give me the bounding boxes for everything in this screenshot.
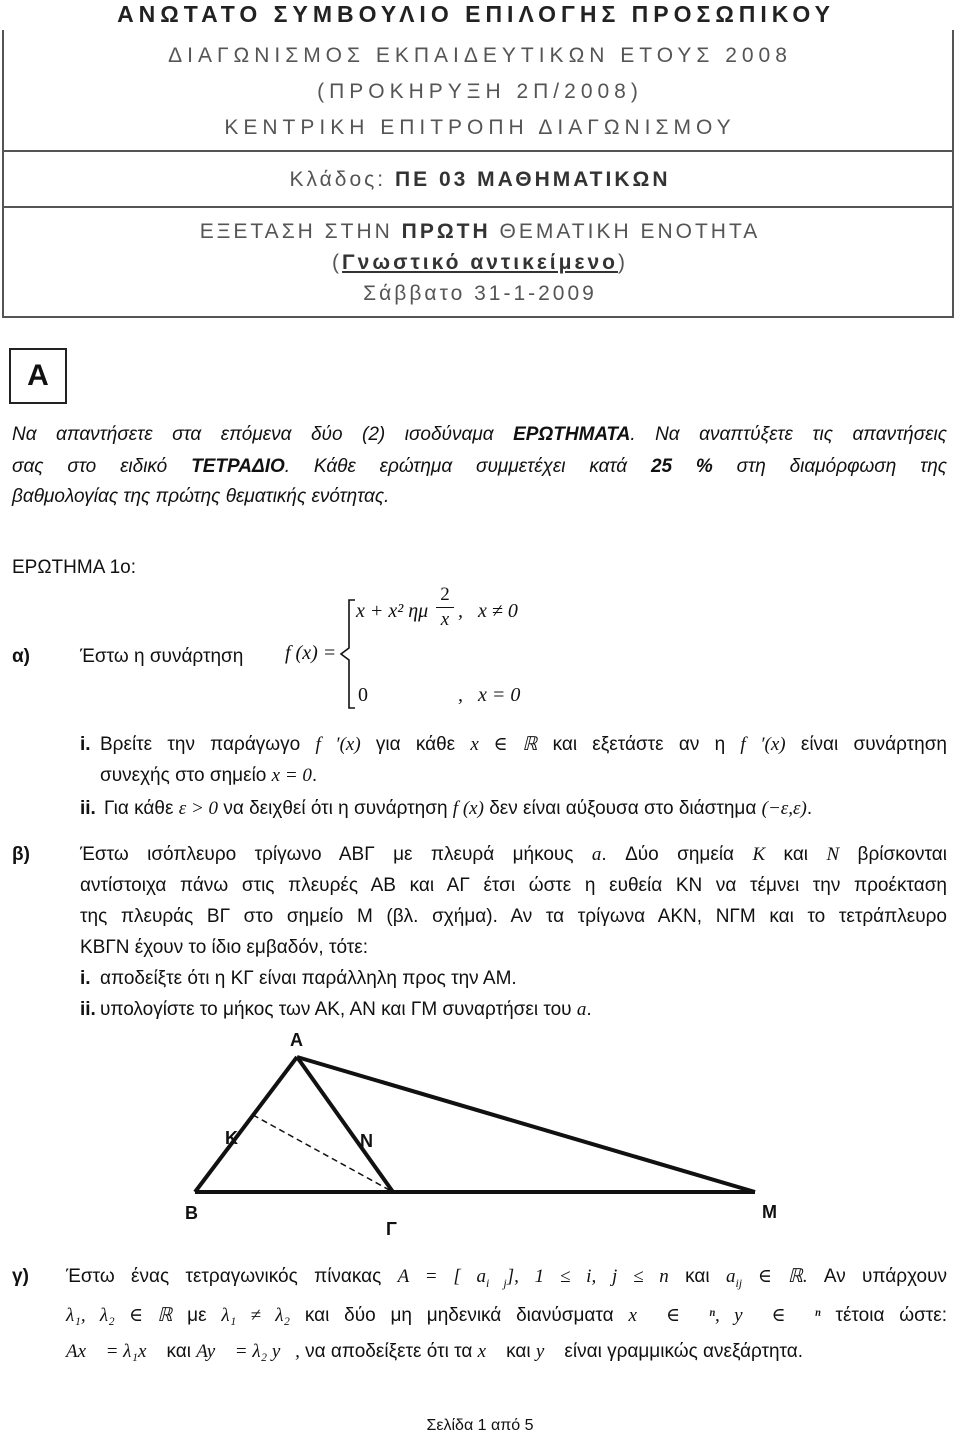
header-box xyxy=(2,30,954,318)
a-ii-line: Για κάθε ε > 0 να δειχθεί ότι η συνάρτηση f (x) δεν είναι αύξουσα στο διάστημα (−ε,ε). xyxy=(104,798,813,819)
branch xyxy=(4,168,956,192)
council-title: ΑΝΩΤΑΤΟ ΣΥΜΒΟΥΛΙΟ ΕΠΙΛΟΓΗΣ ΠΡΟΣΩΠΙΚΟΥ xyxy=(117,1,835,27)
subject-close: ) xyxy=(617,251,628,274)
case2-cond: , x = 0 xyxy=(458,684,521,706)
committee: ΚΕΝΤΡΙΚΗ ΕΠΙΤΡΟΠΗ ΔΙΑΓΩΝΙΣΜΟΥ xyxy=(224,116,736,139)
announcement: (ΠΡΟΚΗΡΥΞΗ 2Π/2008) xyxy=(317,80,643,103)
case1-fraction xyxy=(434,584,456,631)
case1-cond: , x ≠ 0 xyxy=(458,600,518,622)
part-b-line1: Έστω ισόπλευρο τρίγωνο ΑΒΓ με πλευρά μήκους a. Δύο σημεία K και N βρίσκονται xyxy=(80,844,947,865)
part-a-text: Έστω η συνάρτηση xyxy=(80,646,244,667)
branch-label: Κλάδος: xyxy=(289,168,387,191)
b-ii-label: ii. xyxy=(80,999,96,1020)
b-ii-text: υπολογίστε το μήκος των ΑΚ, ΑΝ και ΓΜ συναρτήσει του a. xyxy=(100,999,592,1020)
part-c-line1: Έστω ένας τετραγωνικός πίνακας A = [ $a_{i j}$], 1 ≤ i, j ≤ n και $a_{ij}$ ∈ ℝ. Αν υπάρχουν xyxy=(66,1266,948,1290)
triangle-figure xyxy=(185,1020,810,1260)
part-b-line4: ΚΒΓΝ έχουν το ίδιο εμβαδόν, τότε: xyxy=(80,937,369,958)
label-A: Α xyxy=(290,1030,303,1050)
instructions-line-1: Να απαντήσετε στα επόμενα δύο (2) ισοδύναμα ΕΡΩΤΗΜΑΤΑ. Να αναπτύξετε τις απαντήσεις xyxy=(12,424,947,445)
frac-num: 2 xyxy=(440,584,450,605)
subject: Γνωστικό αντικείμενο xyxy=(342,251,618,274)
label-G: Γ xyxy=(386,1219,397,1239)
subject-line xyxy=(4,251,956,275)
part-c-line3: Ax⃗ = λ₁x⃗ και Ay⃗ = λ₂ y⃗, να αποδείξετε ότι τα x⃗ και y⃗ είναι γραμμικώς ανεξάρτητα. xyxy=(66,1341,804,1362)
side-ag xyxy=(297,1057,393,1192)
a-ii-label: ii. xyxy=(80,798,96,819)
section-letter: Α xyxy=(27,359,49,392)
question-title: ΕΡΩΤΗΜΑ 1ο: xyxy=(12,557,137,578)
page-footer: Σελίδα 1 από 5 xyxy=(426,1417,534,1434)
side-ab xyxy=(195,1057,297,1192)
b-i-label: i. xyxy=(80,968,91,989)
subject-open: ( xyxy=(332,251,343,274)
contest-title: ΔΙΑΓΩΝΙΣΜΟΣ ΕΚΠΑΙΔΕΥΤΙΚΩΝ ΕΤΟΥΣ 2008 xyxy=(168,44,792,67)
instructions-line-3: βαθμολογίας της πρώτης θεματικής ενότητας. xyxy=(12,486,390,507)
label-M: Μ xyxy=(762,1202,777,1222)
part-b-line3: της πλευράς ΒΓ στο σημείο Μ (βλ. σχήμα). Αν τα τρίγωνα ΑΚΝ, ΝΓΜ και το τετράπλευρο xyxy=(80,906,947,927)
b-i-text: αποδείξτε ότι η ΚΓ είναι παράλληλη προς την ΑΜ. xyxy=(100,968,517,989)
part-b-line2: αντίστοιχα πάνω στις πλευρές ΑΒ και ΑΓ έτσι ώστε η ευθεία ΚΝ να τέμνει την προέκταση xyxy=(80,875,947,896)
case2-expr: 0 xyxy=(358,684,368,706)
frac-den: x xyxy=(440,609,450,630)
exam-post: ΘΕΜΑΤΙΚΗ ΕΝΟΤΗΤΑ xyxy=(499,220,761,243)
label-N: Ν xyxy=(360,1131,373,1151)
part-a-label: α) xyxy=(12,646,31,667)
instructions-line-2: σας στο ειδικό ΤΕΤΡΑΔΙΟ. Κάθε ερώτημα συμμετέχει κατά 25 % στη διαμόρφωση της xyxy=(12,456,948,477)
part-c-label: γ) xyxy=(12,1266,29,1287)
exam-bold: ΠΡΩΤΗ xyxy=(401,220,491,243)
segment-kg xyxy=(253,1115,393,1192)
f-lhs: f (x) = xyxy=(285,642,337,664)
a-i-label: i. xyxy=(80,734,91,755)
part-c-line2: λ₁, λ₂ ∈ ℝ με λ₁ ≠ λ₂ και δύο μη μηδενικά διανύσματα x⃗ ∈ ℝⁿ, y⃗ ∈ ℝⁿ τέτοια ώστε: xyxy=(66,1305,948,1326)
side-am xyxy=(297,1057,755,1192)
section-letter-box xyxy=(9,348,67,404)
case1-expr: x + x² ημ xyxy=(356,600,429,622)
label-K: Κ xyxy=(225,1128,238,1148)
a-i-line2: συνεχής στο σημείο x = 0. xyxy=(100,765,318,786)
branch-value: ΠΕ 03 ΜΑΘΗΜΑΤΙΚΩΝ xyxy=(394,168,671,191)
exam-date: Σάββατο 31-1-2009 xyxy=(363,282,597,305)
part-b-label: β) xyxy=(12,844,30,865)
label-B: Β xyxy=(185,1203,198,1223)
exam-pre: ΕΞΕΤΑΣΗ ΣΤΗΝ xyxy=(199,220,393,243)
exam-line xyxy=(4,220,956,244)
a-i-line1: Βρείτε την παράγωγο f ′(x) για κάθε x ∈ ℝ και εξετάστε αν η f ′(x) είναι συνάρτηση xyxy=(100,734,947,755)
